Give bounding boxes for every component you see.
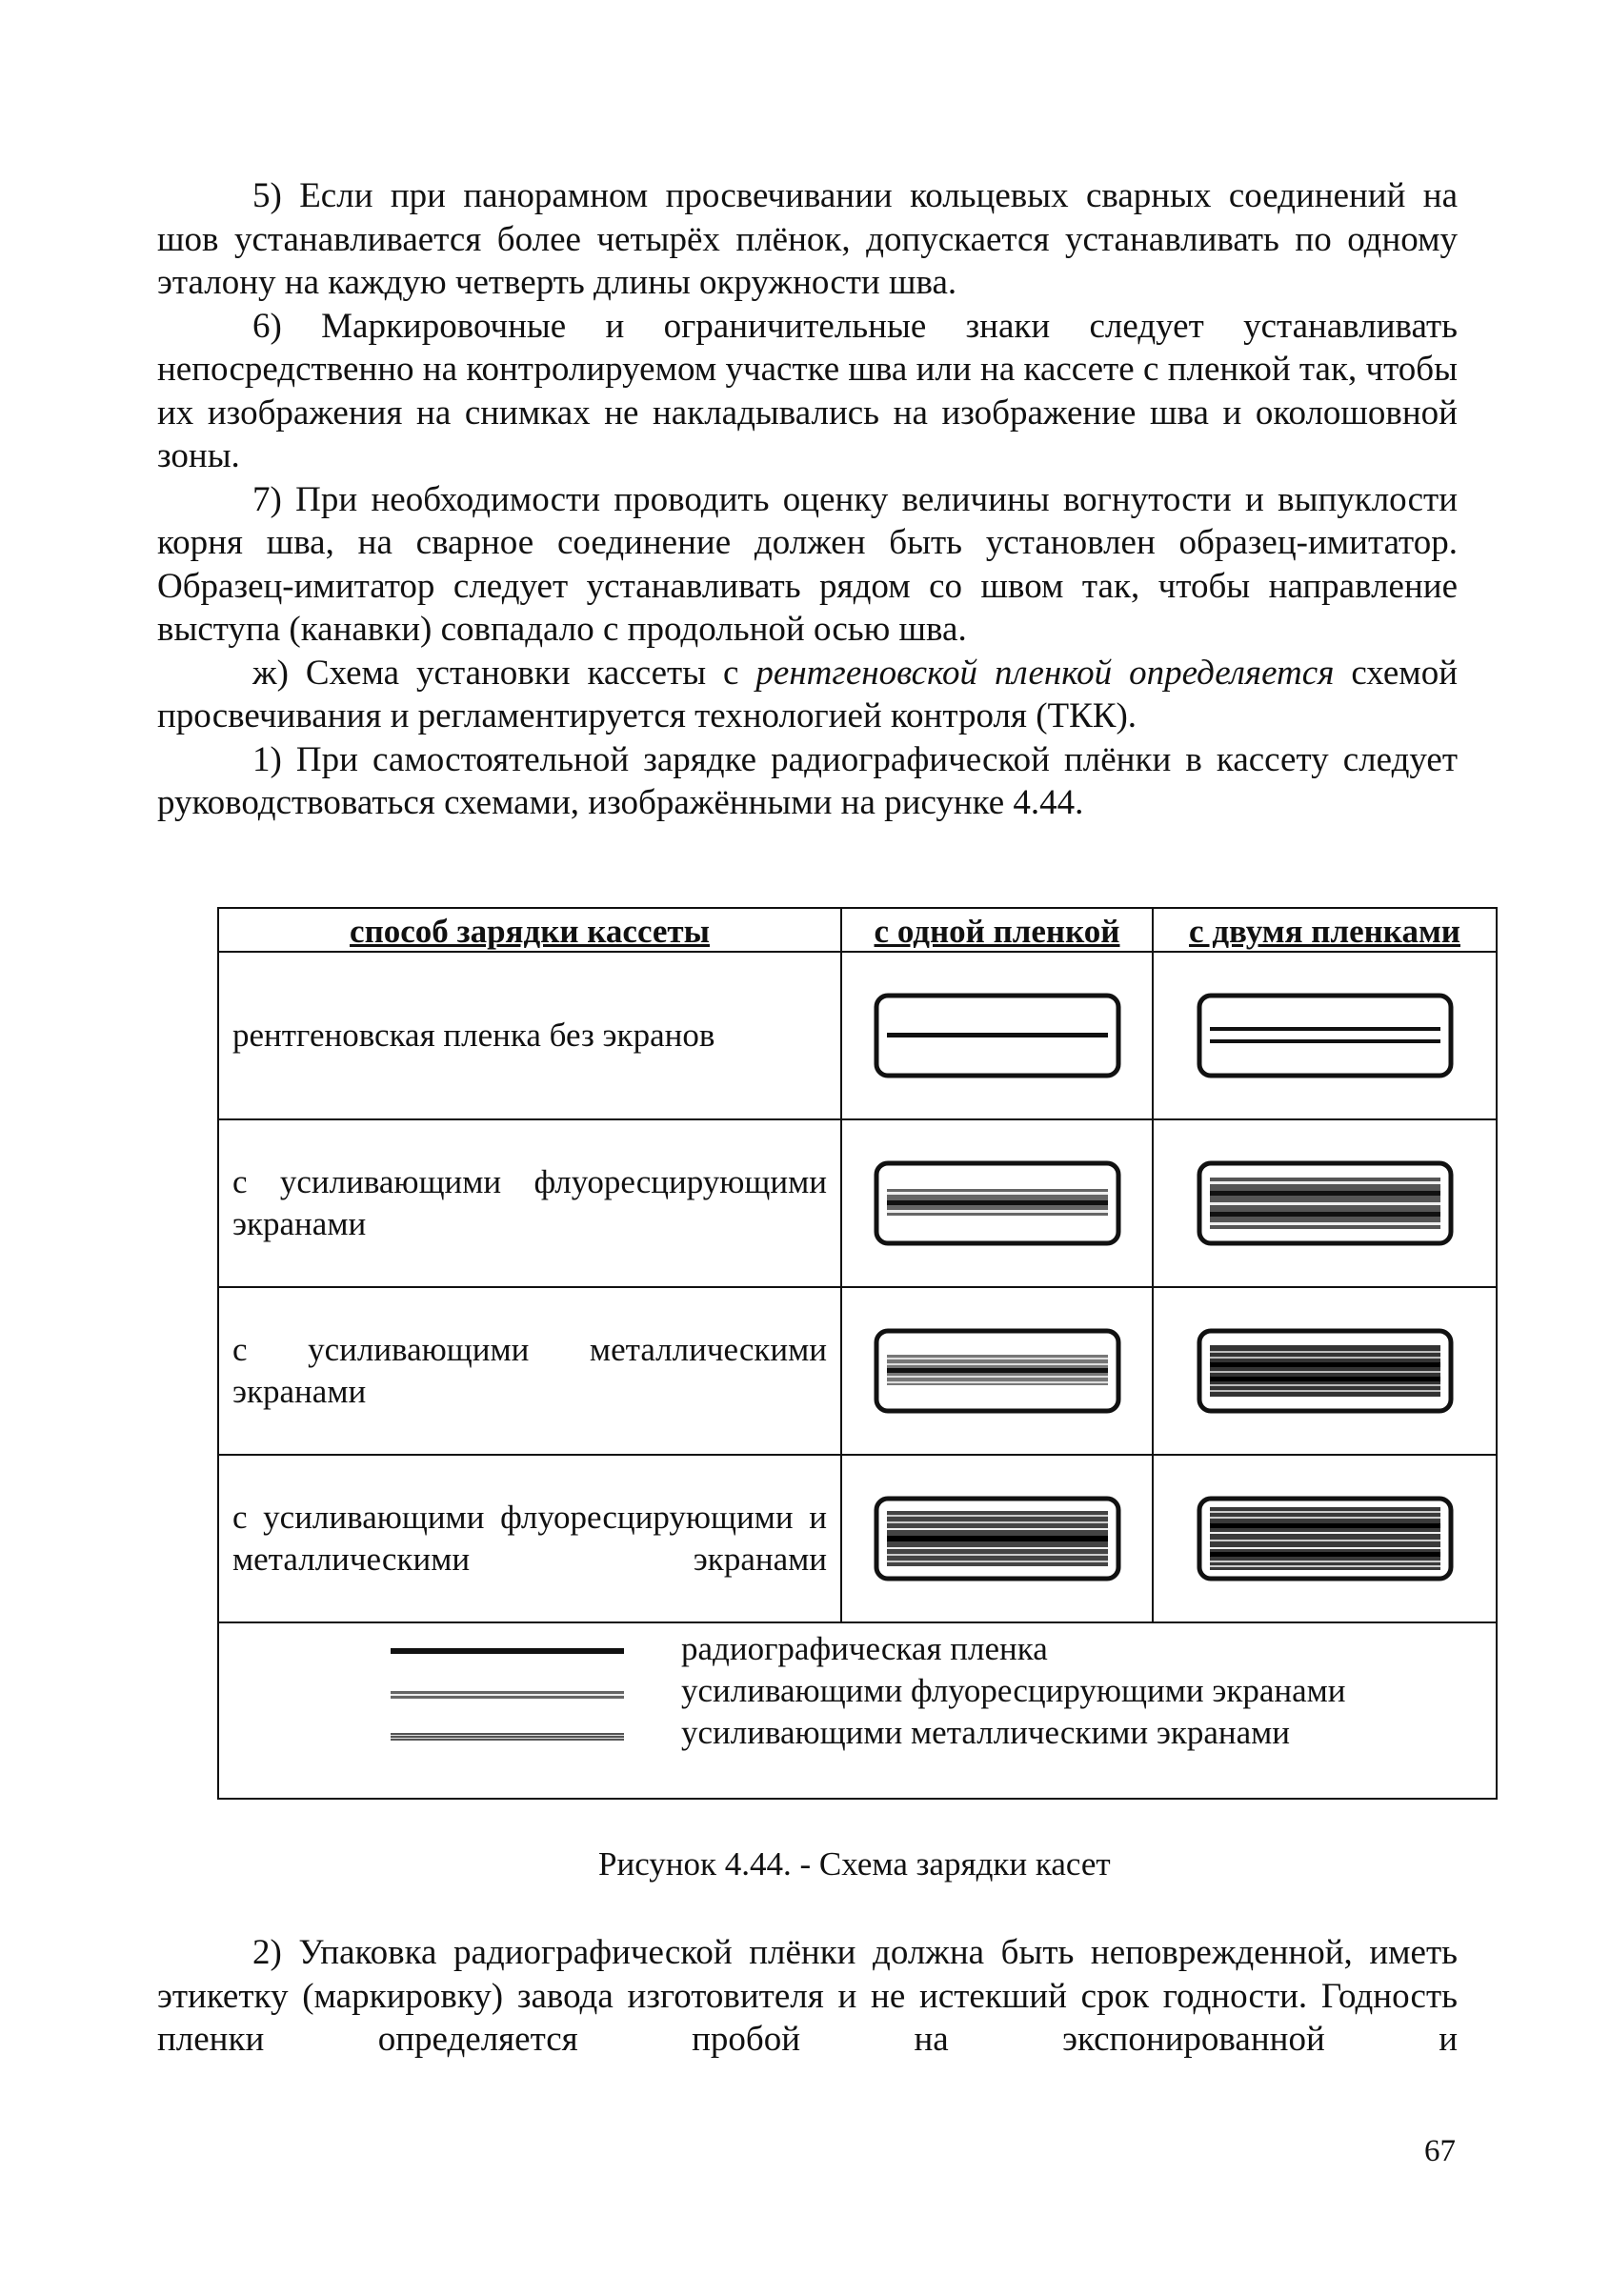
cassette-loading-table: [217, 907, 1498, 1800]
one-film-cell: [841, 1455, 1153, 1622]
table-header-row: [218, 908, 1497, 952]
legend-row: [218, 1622, 1497, 1799]
header-method: способ зарядки кассеты: [218, 908, 841, 952]
figure-caption: Рисунок 4.44. - Схема зарядки касет: [598, 1845, 1111, 1883]
paragraph-5: 5) Если при панорамном просвечивании кольцевых сварных соединений на шов устанавливается более четырёх плёнок, допускается устанавливать по одному эталону на каждую четверть длины окружности шва.: [157, 176, 1458, 302]
row-label: с усиливающими металлическими экранами: [218, 1287, 841, 1455]
paragraph-6: 6) Маркировочные и ограничительные знаки следует устанавливать непосредственно на контролируемом участке шва или на кассете с пленкой так, чтобы их изображения на снимках не накладывались на изображение шва и околошовной зоны.: [157, 306, 1458, 475]
top-text: [157, 174, 1458, 825]
cassette-one-film-fluorescent-icon: [874, 1160, 1121, 1246]
two-films-cell: [1153, 1455, 1497, 1622]
table-row: [218, 952, 1497, 1119]
two-films-cell: [1153, 1119, 1497, 1287]
one-film-cell: [841, 952, 1153, 1119]
one-film-cell: [841, 1287, 1153, 1455]
cassette-one-film-metal-icon: [874, 1328, 1121, 1414]
cassette-two-films-no-screens-icon: [1197, 993, 1454, 1078]
bottom-text: [157, 1931, 1458, 2062]
page-number: 67: [1424, 2134, 1456, 2168]
two-films-cell: [1153, 1287, 1497, 1455]
legend-metal-label: усиливающими металлическими экранами: [681, 1714, 1291, 1751]
cassette-one-film-both-screens-icon: [874, 1496, 1121, 1581]
paragraph-7: 7) При необходимости проводить оценку величины вогнутости и выпуклости корня шва, на сварное соединение должен быть установлен образец-имитатор. Образец-имитатор следует устанавливать рядом со швом так, чтобы направление выступа (канавки) совпадало с продольной осью шва.: [157, 479, 1458, 649]
row-label: рентгеновская пленка без экранов: [218, 952, 841, 1119]
cassette-two-films-both-screens-icon: [1197, 1496, 1454, 1581]
one-film-cell: [841, 1119, 1153, 1287]
row-label: с усиливающими флуоресцирующими экранами: [218, 1119, 841, 1287]
fluorescent-screen-symbol-icon: [391, 1690, 624, 1700]
table-row: [218, 1119, 1497, 1287]
cassette-two-films-fluorescent-icon: [1197, 1160, 1454, 1246]
legend: [219, 1623, 1496, 1798]
paragraph-zh: ж) Схема установки кассеты с рентгеновской пленкой определяется схемой просвечивания и регламентируется технологией контроля (ТКК).: [157, 653, 1458, 735]
header-two-films: с двумя пленками: [1153, 908, 1497, 952]
legend-film-label: радиографическая пленка: [681, 1630, 1048, 1667]
row-label: с усиливающими флуоресцирующими и металлическими экранами: [218, 1455, 841, 1622]
table-row: [218, 1287, 1497, 1455]
paragraph-1: 1) При самостоятельной зарядке радиографической плёнки в кассету следует руководствоваться схемами, изображёнными на рисунке 4.44.: [157, 739, 1458, 822]
legend-cell: [218, 1622, 1497, 1799]
metal-screen-symbol-icon: [391, 1732, 624, 1742]
cassette-one-film-no-screens-icon: [874, 993, 1121, 1078]
cassette-two-films-metal-icon: [1197, 1328, 1454, 1414]
film-symbol-icon: [391, 1646, 624, 1656]
table-row: [218, 1455, 1497, 1622]
header-one-film: с одной пленкой: [841, 908, 1153, 952]
two-films-cell: [1153, 952, 1497, 1119]
legend-fluorescent-label: усиливающими флуоресцирующими экранами: [681, 1672, 1346, 1709]
paragraph-2: 2) Упаковка радиографической плёнки должна быть неповрежденной, иметь этикетку (маркировку) завода изготовителя и не истекший срок годности. Годность пленки определяется пробой на экспонированной и: [157, 1933, 1458, 2059]
